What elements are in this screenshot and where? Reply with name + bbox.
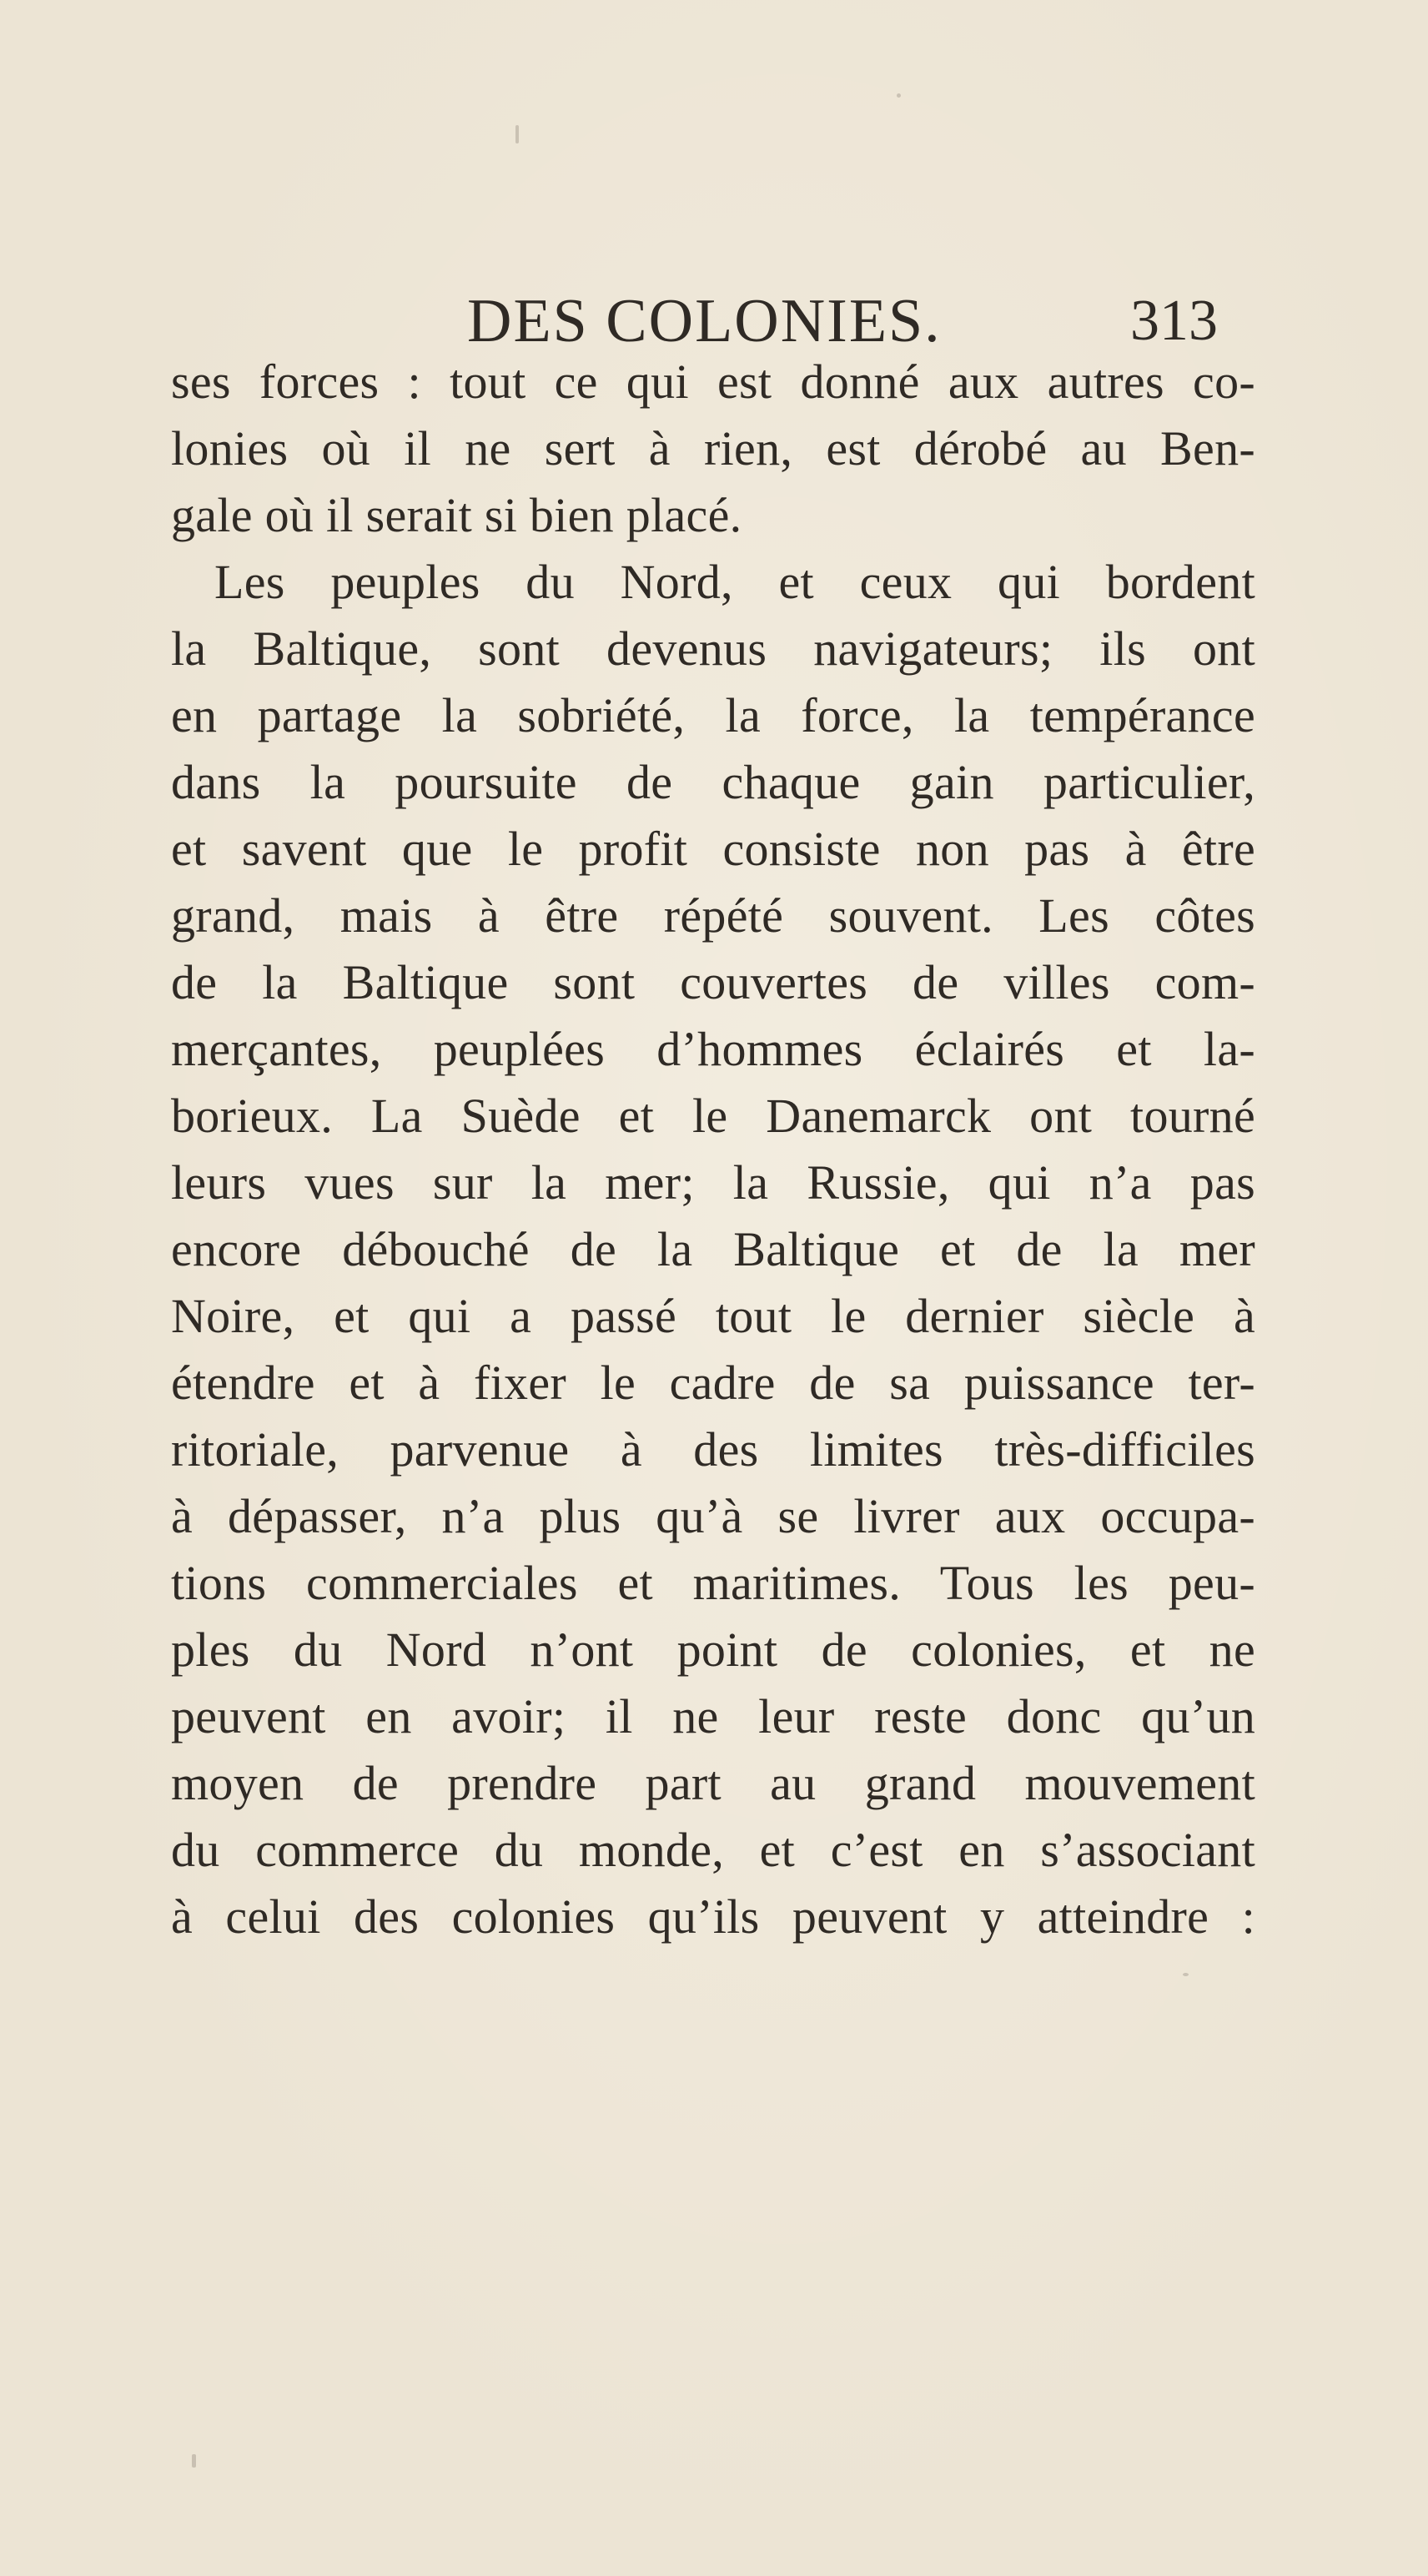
text-line: Noire, et qui a passé tout le dernier siècle à	[171, 1289, 1255, 1343]
text-line: à dépasser, n’a plus qu’à se livrer aux occupa-	[171, 1489, 1255, 1543]
text-line: ples du Nord n’ont point de colonies, et ne	[171, 1623, 1255, 1677]
body-text	[171, 349, 1255, 1950]
text-line: à celui des colonies qu’ils peuvent y atteindre :	[171, 1889, 1255, 1944]
paper-speck	[1183, 1973, 1189, 1976]
text-line: et savent que le profit consiste non pas à être	[171, 822, 1255, 876]
paragraph-start-line: Les peuples du Nord, et ceux qui bordent	[214, 555, 1255, 609]
text-line: leurs vues sur la mer; la Russie, qui n’a pas	[171, 1155, 1255, 1210]
paper-speck	[515, 125, 519, 143]
text-line: borieux. La Suède et le Danemarck ont tourné	[171, 1089, 1255, 1143]
text-line: ritoriale, parvenue à des limites très-difficiles	[171, 1422, 1255, 1477]
text-line: du commerce du monde, et c’est en s’associant	[171, 1823, 1255, 1877]
text-line: tions commerciales et maritimes. Tous les peu-	[171, 1556, 1255, 1610]
text-line: peuvent en avoir; il ne leur reste donc qu’un	[171, 1689, 1255, 1743]
text-line: merçantes, peuplées d’hommes éclairés et la-	[171, 1022, 1255, 1076]
text-line: lonies où il ne sert à rien, est dérobé au Ben-	[171, 421, 1255, 475]
text-line: en partage la sobriété, la force, la tempérance	[171, 688, 1255, 742]
text-line: la Baltique, sont devenus navigateurs; ils ont	[171, 621, 1255, 676]
paper-speck	[897, 93, 901, 98]
page-number: 313	[1130, 289, 1218, 353]
text-line: de la Baltique sont couvertes de villes com-	[171, 955, 1255, 1009]
text-line: étendre et à fixer le cadre de sa puissance ter-	[171, 1356, 1255, 1410]
text-line: encore débouché de la Baltique et de la mer	[171, 1222, 1255, 1276]
text-line: moyen de prendre part au grand mouvement	[171, 1756, 1255, 1810]
paper-speck	[192, 2454, 196, 2468]
running-title: DES COLONIES.	[467, 287, 942, 355]
page-header	[467, 284, 1234, 359]
text-line: gale où il serait si bien placé.	[171, 488, 742, 542]
text-line: grand, mais à être répété souvent. Les côtes	[171, 888, 1255, 943]
text-line: ses forces : tout ce qui est donné aux autres co-	[171, 355, 1255, 409]
text-line: dans la poursuite de chaque gain particulier,	[171, 755, 1255, 809]
